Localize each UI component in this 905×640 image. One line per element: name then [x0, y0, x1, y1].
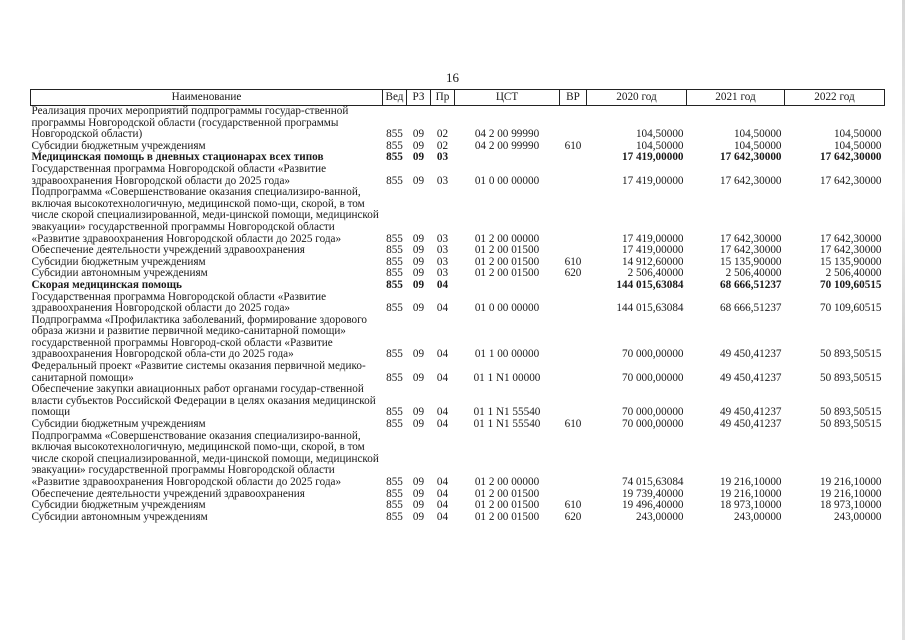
row-vr — [560, 245, 587, 257]
row-rz: 09 — [412, 476, 425, 488]
row-ved: 855 — [386, 348, 403, 361]
row-pr: 04 — [436, 418, 449, 431]
row-ved: 855 — [386, 487, 403, 500]
row-vr — [560, 187, 587, 245]
row-2022: 17 642,30000 — [819, 174, 882, 187]
row-cst — [455, 152, 560, 164]
row-vr — [560, 315, 587, 361]
row-vr: 620 — [564, 510, 582, 523]
row-2020: 243,00000 — [635, 510, 684, 523]
row-ved: 855 — [386, 267, 403, 280]
row-2020: 17 419,00000 — [621, 151, 684, 164]
row-2020: 144 015,63084 — [616, 302, 684, 315]
header-2020: 2020 год — [587, 90, 687, 106]
row-2020: 17 419,00000 — [621, 232, 684, 245]
row-rz: 09 — [412, 128, 425, 141]
row-name: Обеспечение деятельности учреждений здравоохранения — [31, 244, 305, 257]
row-rz: 09 — [412, 174, 425, 187]
row-2021: 104,50000 — [733, 128, 782, 141]
row-vr: 610 — [564, 499, 582, 512]
row-2022: 70 109,60515 — [819, 278, 882, 291]
row-ved: 855 — [386, 406, 403, 419]
row-vr: 610 — [564, 139, 582, 152]
row-2022: 15 135,90000 — [819, 255, 882, 268]
row-name: Скорая медицинская помощь — [31, 278, 182, 291]
row-2020: 70 000,00000 — [621, 418, 684, 431]
row-name: Субсидии бюджетным учреждениям — [31, 418, 206, 431]
row-pr: 02 — [436, 128, 449, 141]
row-pr: 04 — [436, 278, 449, 291]
row-rz: 09 — [412, 348, 425, 361]
header-vr: ВР — [560, 90, 587, 106]
row-name: Медицинская помощь в дневных стационарах всех типов — [31, 151, 324, 164]
header-2022: 2022 год — [785, 90, 885, 106]
row-pr: 04 — [436, 499, 449, 512]
row-pr: 04 — [436, 406, 449, 419]
row-2021: 49 450,41237 — [719, 371, 782, 384]
row-2022: 2 506,40000 — [825, 267, 882, 280]
row-cst: 01 1 00 00000 — [474, 348, 540, 361]
header-rz: РЗ — [407, 90, 431, 106]
row-2021: 17 642,30000 — [719, 244, 782, 257]
table-row — [31, 164, 885, 187]
row-2022: 104,50000 — [833, 128, 882, 141]
row-pr: 04 — [436, 371, 449, 384]
row-2020: 104,50000 — [635, 128, 684, 141]
row-cst: 01 0 00 00000 — [474, 302, 540, 315]
row-name: Субсидии бюджетным учреждениям — [31, 499, 206, 512]
row-rz: 09 — [412, 278, 425, 291]
row-name: Субсидии бюджетным учреждениям — [31, 255, 206, 268]
row-cst: 01 2 00 00000 — [474, 476, 540, 488]
row-ved: 855 — [386, 499, 403, 512]
row-2022: 19 216,10000 — [819, 487, 882, 500]
row-2022: 17 642,30000 — [819, 151, 882, 164]
row-vr — [560, 292, 587, 315]
row-pr: 03 — [436, 151, 449, 164]
budget-table — [30, 89, 885, 523]
row-2021: 68 666,51237 — [719, 302, 782, 315]
row-2021: 17 642,30000 — [719, 232, 782, 245]
row-name: Подпрограмма «Совершенствование оказания специализиро-ванной, включая высокотехнологичную, медицинской помо-щи, скорой, в том числе скорой специализированной, меди-цинской помощи, медицинской эвакуации» государственной программы Новгородской области «Развитие здравоохранения Новгородской области до 2025 года» — [31, 429, 379, 488]
row-rz: 09 — [412, 510, 425, 523]
row-ved: 855 — [386, 244, 403, 257]
row-2022: 18 973,10000 — [819, 499, 882, 512]
row-pr: 04 — [436, 487, 449, 500]
row-name: Федеральный проект «Развитие системы оказания первичной медико-санитарной помощи» — [31, 360, 366, 384]
row-2021: 19 216,10000 — [719, 476, 782, 488]
row-ved: 855 — [386, 128, 403, 141]
row-ved: 855 — [386, 151, 403, 164]
row-2020: 104,50000 — [635, 139, 684, 152]
row-name: Субсидии автономным учреждениям — [31, 510, 208, 523]
row-2020: 74 015,63084 — [621, 476, 684, 488]
row-cst: 01 2 00 01500 — [474, 267, 540, 280]
row-2021: 2 506,40000 — [725, 267, 782, 280]
row-cst: 01 2 00 01500 — [474, 510, 540, 523]
row-cst: 01 2 00 01500 — [474, 487, 540, 500]
row-2020: 70 000,00000 — [621, 406, 684, 419]
row-2021: 18 973,10000 — [719, 499, 782, 512]
row-2022: 19 216,10000 — [819, 476, 882, 488]
row-ved: 855 — [386, 255, 403, 268]
row-cst: 01 2 00 01500 — [474, 244, 540, 257]
row-rz: 09 — [412, 255, 425, 268]
table-row — [31, 419, 885, 431]
row-vr: 610 — [564, 418, 582, 431]
row-2020: 2 506,40000 — [627, 267, 684, 280]
header-2021: 2021 год — [687, 90, 785, 106]
row-cst: 01 2 00 01500 — [474, 499, 540, 512]
row-rz: 09 — [412, 418, 425, 431]
row-2021: 243,00000 — [733, 510, 782, 523]
row-rz: 09 — [412, 487, 425, 500]
header-ved: Вед — [383, 90, 407, 106]
table-row — [31, 431, 885, 489]
row-ved: 855 — [386, 278, 403, 291]
row-vr — [560, 152, 587, 164]
row-2022: 50 893,50515 — [819, 406, 882, 419]
table-row — [31, 292, 885, 315]
row-rz: 09 — [412, 151, 425, 164]
row-2020: 144 015,63084 — [616, 278, 684, 291]
row-2022: 50 893,50515 — [819, 418, 882, 431]
row-2020: 19 739,40000 — [621, 487, 684, 500]
row-2020: 70 000,00000 — [621, 348, 684, 361]
row-pr: 03 — [436, 174, 449, 187]
row-ved: 855 — [386, 302, 403, 315]
table-row — [31, 245, 885, 257]
row-vr — [560, 280, 587, 292]
row-cst: 01 2 00 01500 — [474, 255, 540, 268]
table-row — [31, 384, 885, 419]
row-2022: 243,00000 — [833, 510, 882, 523]
row-name: Обеспечение деятельности учреждений здравоохранения — [31, 487, 305, 500]
row-pr: 02 — [436, 139, 449, 152]
row-pr: 04 — [436, 510, 449, 523]
row-2020: 14 912,60000 — [621, 255, 684, 268]
row-rz: 09 — [412, 406, 425, 419]
row-name: Реализация прочих мероприятий подпрограммы государ-ственной программы Новгородской области (государственной программы Новгородской области) — [31, 105, 349, 141]
table-row — [31, 280, 885, 292]
row-vr: 620 — [564, 267, 582, 280]
row-2021: 68 666,51237 — [719, 278, 782, 291]
table-row — [31, 512, 885, 524]
row-2021: 19 216,10000 — [719, 487, 782, 500]
row-cst — [455, 280, 560, 292]
row-name: Подпрограмма «Совершенствование оказания специализиро-ванной, включая высокотехнологичную, медицинской помо-щи, скорой, в том числе скорой специализированной, меди-цинской помощи, медицинской эвакуации» государственной программы Новгородской области «Развитие здравоохранения Новгородской области до 2025 года» — [31, 186, 379, 245]
row-name: Субсидии бюджетным учреждениям — [31, 139, 206, 152]
row-2022: 70 109,60515 — [819, 302, 882, 315]
row-2021: 49 450,41237 — [719, 418, 782, 431]
row-rz: 09 — [412, 302, 425, 315]
row-vr — [560, 106, 587, 141]
row-pr: 04 — [436, 476, 449, 488]
row-2021: 49 450,41237 — [719, 348, 782, 361]
row-ved: 855 — [386, 418, 403, 431]
row-pr: 04 — [436, 302, 449, 315]
row-2022: 104,50000 — [833, 139, 882, 152]
row-2020: 17 419,00000 — [621, 174, 684, 187]
row-2022: 50 893,50515 — [819, 348, 882, 361]
row-cst: 04 2 00 99990 — [474, 128, 540, 141]
row-2021: 17 642,30000 — [719, 174, 782, 187]
row-pr: 03 — [436, 267, 449, 280]
row-cst: 01 1 N1 55540 — [473, 418, 541, 431]
row-name: Государственная программа Новгородской области «Развитие здравоохранения Новгородской области до 2025 года» — [31, 290, 327, 315]
table-row — [31, 361, 885, 384]
row-cst: 01 1 N1 55540 — [473, 406, 541, 419]
row-cst: 01 0 00 00000 — [474, 174, 540, 187]
row-vr — [560, 431, 587, 489]
row-ved: 855 — [386, 371, 403, 384]
row-vr — [560, 361, 587, 384]
row-name: Субсидии автономным учреждениям — [31, 267, 208, 280]
row-2022: 50 893,50515 — [819, 371, 882, 384]
row-pr: 03 — [436, 255, 449, 268]
row-cst: 01 2 00 00000 — [474, 232, 540, 245]
row-2021: 49 450,41237 — [719, 406, 782, 419]
row-pr: 03 — [436, 244, 449, 257]
row-2021: 15 135,90000 — [719, 255, 782, 268]
page-number: 16 — [446, 70, 459, 85]
table-row — [31, 187, 885, 245]
row-pr: 04 — [436, 348, 449, 361]
row-rz: 09 — [412, 244, 425, 257]
row-pr: 03 — [436, 232, 449, 245]
row-vr: 610 — [564, 255, 582, 268]
row-rz: 09 — [412, 371, 425, 384]
row-rz: 09 — [412, 232, 425, 245]
row-name: Обеспечение закупки авиационных работ органами государ-ственной власти субъектов Российской Федерации в целях оказания медицинской помощи — [31, 383, 376, 419]
header-name: Наименование — [31, 90, 383, 106]
row-ved: 855 — [386, 510, 403, 523]
row-ved: 855 — [386, 174, 403, 187]
row-2022: 17 642,30000 — [819, 232, 882, 245]
row-2021: 17 642,30000 — [719, 151, 782, 164]
row-ved: 855 — [386, 232, 403, 245]
row-rz: 09 — [412, 267, 425, 280]
row-rz: 09 — [412, 139, 425, 152]
row-ved: 855 — [386, 139, 403, 152]
header-cst: ЦСТ — [455, 90, 560, 106]
header-pr: Пр — [431, 90, 455, 106]
row-2021: 104,50000 — [733, 139, 782, 152]
row-name: Подпрограмма «Профилактика заболеваний, формирование здорового образа жизни и развитие первичной медико-санитарной помощи» государственной программы Новгород-ской области «Развитие здравоохранения Новгородской обла-сти до 2025 года» — [31, 313, 368, 361]
row-cst: 04 2 00 99990 — [474, 139, 540, 152]
table-row — [31, 315, 885, 361]
row-2020: 70 000,00000 — [621, 371, 684, 384]
table-row — [31, 106, 885, 141]
row-name: Государственная программа Новгородской области «Развитие здравоохранения Новгородской области до 2025 года» — [31, 162, 327, 187]
row-2020: 19 496,40000 — [621, 499, 684, 512]
row-vr — [560, 384, 587, 419]
row-rz: 09 — [412, 499, 425, 512]
row-2022: 17 642,30000 — [819, 244, 882, 257]
row-vr — [560, 164, 587, 187]
row-ved: 855 — [386, 476, 403, 488]
table-header-row — [31, 90, 885, 106]
row-cst: 01 1 N1 00000 — [473, 371, 541, 384]
row-2020: 17 419,00000 — [621, 244, 684, 257]
